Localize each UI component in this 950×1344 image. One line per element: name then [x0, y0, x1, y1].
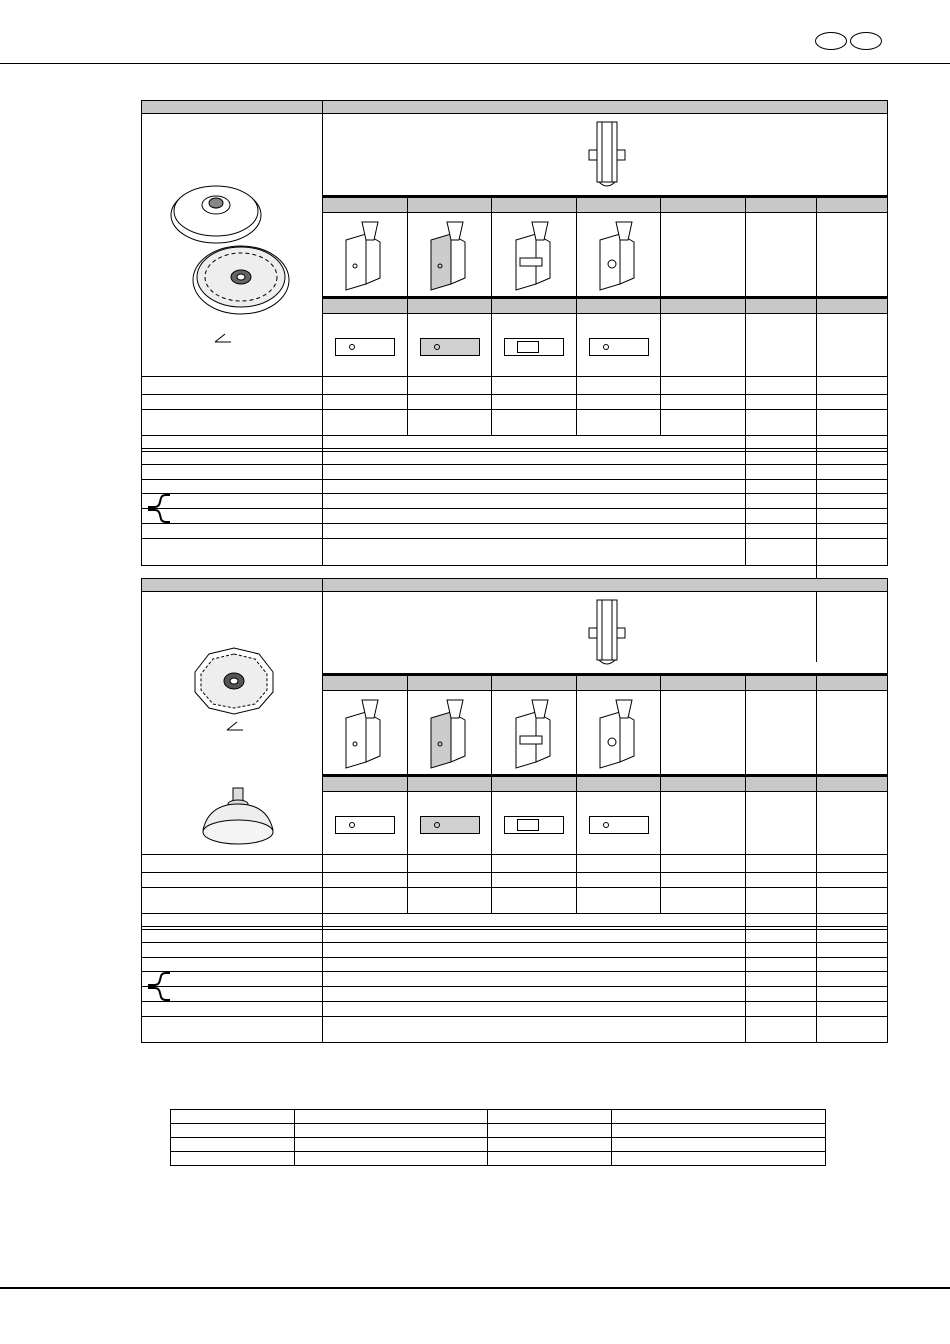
insert-drawing-4: [589, 338, 649, 356]
adapter-col-3: [491, 675, 577, 691]
bottom-table: [170, 1109, 826, 1166]
adapter-col-2: [407, 197, 492, 213]
insert-drawing-1: [335, 816, 395, 834]
bucket-image: [585, 598, 635, 668]
insert-col-6: [745, 298, 817, 314]
insert-drawing-4: [589, 816, 649, 834]
adapter-drawing-1: [340, 698, 390, 768]
insert-drawing-3: [504, 816, 564, 834]
adapter-col-1: [322, 675, 408, 691]
table-row: [171, 1137, 825, 1138]
bucket-image: [585, 120, 635, 190]
section-header-left: [141, 100, 323, 114]
adapter-col-6: [745, 197, 817, 213]
insert-col-4: [576, 298, 661, 314]
insert-col-7: [816, 776, 888, 792]
accel-curve-icon: [147, 494, 171, 508]
decel-curve-icon: [147, 509, 171, 523]
insert-col-5: [660, 298, 746, 314]
adapter-col-1: [322, 197, 408, 213]
rotor-section-2: [141, 578, 888, 1043]
adapter-drawing-2: [425, 698, 475, 768]
adapter-drawing-1: [340, 220, 390, 290]
insert-drawing-1: [335, 338, 395, 356]
rotor-image: [189, 646, 279, 718]
adapter-drawing-3: [510, 698, 560, 768]
insert-col-3: [491, 298, 577, 314]
adapter-col-7: [816, 675, 888, 691]
insert-col-2: [407, 298, 492, 314]
language-badge-2: [850, 32, 882, 50]
insert-drawing-2: [420, 338, 480, 356]
section-header-right: [322, 578, 888, 592]
insert-drawing-2: [420, 816, 480, 834]
adapter-drawing-2: [425, 220, 475, 290]
insert-col-6: [745, 776, 817, 792]
insert-col-4: [576, 776, 661, 792]
top-rule: [0, 63, 950, 64]
section-header-left: [141, 578, 323, 592]
insert-col-5: [660, 776, 746, 792]
section-header-right: [322, 100, 888, 114]
adapter-col-5: [660, 197, 746, 213]
rotor-lid-image: [166, 175, 296, 325]
insert-drawing-3: [504, 338, 564, 356]
table-row: [171, 1151, 825, 1152]
accel-curve-icon: [147, 972, 171, 986]
adapter-col-6: [745, 675, 817, 691]
adapter-col-2: [407, 675, 492, 691]
adapter-col-5: [660, 675, 746, 691]
insert-col-1: [322, 298, 408, 314]
adapter-drawing-3: [510, 220, 560, 290]
insert-col-2: [407, 776, 492, 792]
adapter-col-7: [816, 197, 888, 213]
adapter-col-4: [576, 197, 661, 213]
decel-curve-icon: [147, 987, 171, 1001]
insert-col-1: [322, 776, 408, 792]
rotor-base-image: [199, 786, 279, 848]
insert-col-3: [491, 776, 577, 792]
table-row: [171, 1123, 825, 1124]
insert-col-7: [816, 298, 888, 314]
language-badge-1: [815, 32, 847, 50]
adapter-col-4: [576, 675, 661, 691]
rotor-section-1: [141, 100, 888, 566]
angle-icon: [225, 720, 245, 732]
bottom-rule: [0, 1287, 950, 1289]
angle-icon: [213, 332, 233, 344]
adapter-col-3: [491, 197, 577, 213]
adapter-drawing-4: [594, 698, 644, 768]
adapter-drawing-4: [594, 220, 644, 290]
